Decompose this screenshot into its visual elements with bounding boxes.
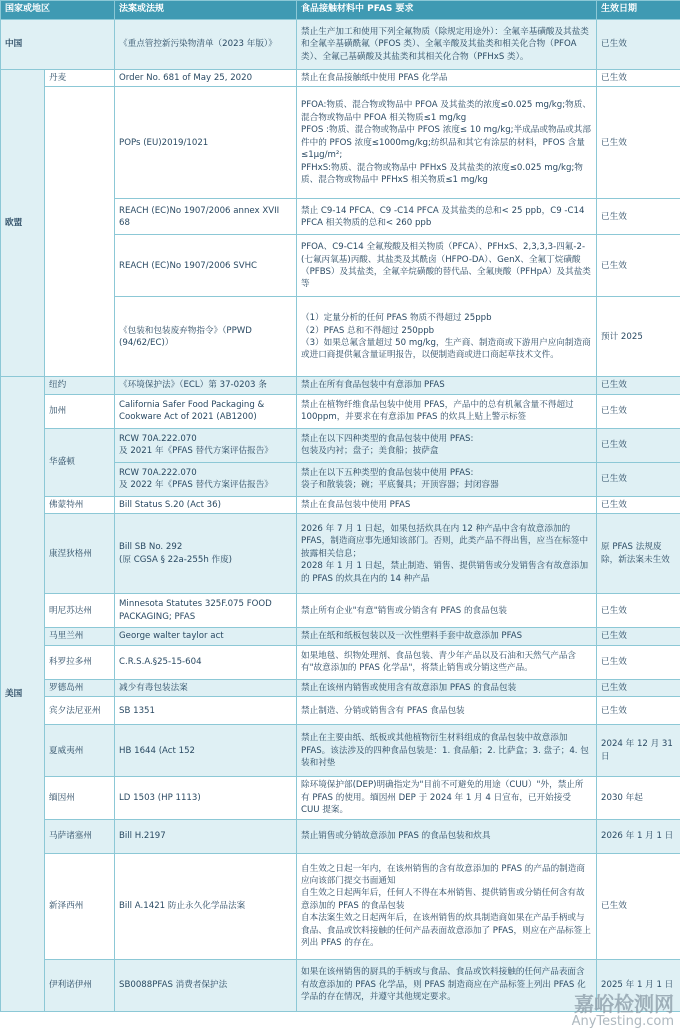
law-cell: Bill Status S.20 (Act 36) [115,496,297,513]
subregion-cell: 纽约 [45,377,115,394]
subregion-cell: 宾夕法尼亚州 [45,697,115,725]
table-row [1,679,680,696]
law-cell: Bill A.1421 防止永久化学品法案 [115,853,297,959]
table-row [1,514,680,594]
law-cell: REACH (EC)No 1907/2006 SVHC [115,235,297,297]
date-cell: 2026 年 1 月 1 日 [597,819,680,853]
subregion-cell: 夏威夷州 [45,725,115,777]
date-cell: 已生效 [597,496,680,513]
table-row [1,377,680,394]
header-country: 国家或地区 [1,1,115,20]
date-cell: 已生效 [597,645,680,679]
table-row [1,777,680,819]
date-cell: 已生效 [597,87,680,199]
table-row [1,496,680,513]
date-cell: 已生效 [597,394,680,428]
subregion-cell: 华盛顿 [45,428,115,496]
date-cell: 已生效 [597,199,680,235]
law-cell: 《环境保护法》（ECL）第 37-0203 条 [115,377,297,394]
requirement-cell: 禁止所有企业"有意"销售或分销含有 PFAS 的食品包装 [297,594,597,628]
table-row [1,697,680,725]
law-cell: 《包装和包装废弃物指令》（PPWD (94/62/EC)） [115,297,297,377]
law-cell: George walter taylor act [115,628,297,645]
watermark [572,993,674,1029]
date-cell: 原 PFAS 法规废除，新法案未生效 [597,514,680,594]
table-row [1,20,680,70]
date-cell: 2024 年 12 月 31 日 [597,725,680,777]
date-cell: 已生效 [597,20,680,70]
requirement-cell: 2026 年 7 月 1 日起，如果包括炊具在内 12 种产品中含有故意添加的 PFAS，制造商应事先通知该部门。否则，此类产品不得出售，应当在标签中披露相关信息； 2028 年 1 月 1 日起，禁止制造、销售、提供销售或分发销售含有故意添加的 PFAS 的炊具在内的 14 种产品 [297,514,597,594]
requirement-cell: 禁止在主要由纸、纸板或其他植物衍生材料组成的食品包装中故意添加 PFAS。该法涉及的四种食品包装是：1. 食品船；2. 比萨盒；3. 盘子；4. 包装和衬垫 [297,725,597,777]
subregion-cell: 伊利诺伊州 [45,959,115,1011]
law-cell: HB 1644 (Act 152 [115,725,297,777]
law-cell: California Safer Food Packaging & Cookware Act of 2021 (AB1200) [115,394,297,428]
law-cell: LD 1503 (HP 1113) [115,777,297,819]
region-china: 中国 [1,20,115,70]
subregion-cell: 新泽西州 [45,853,115,959]
region-eu: 欧盟 [1,70,45,377]
date-cell: 已生效 [597,594,680,628]
requirement-cell: 禁止在食品接触纸中使用 PFAS 化学品 [297,70,597,87]
table-row [1,428,680,462]
date-cell: 2025 年 1 月 1 日 [597,959,680,1011]
date-cell: 已生效 [597,853,680,959]
requirement-cell: 如果地毯、织物处理剂、食品包装、青少年产品以及石油和天然气产品含有"故意添加的 PFAS 化学品"，将禁止销售或分销这些产品。 [297,645,597,679]
watermark-title: 嘉峪检测网 [574,991,674,1016]
table-row [1,645,680,679]
requirement-cell: 禁止在以下四种类型的食品包装中使用 PFAS: 包装及内衬；盘子；美食船；披萨盒 [297,428,597,462]
date-cell: 预计 2025 [597,297,680,377]
law-cell: SB 1351 [115,697,297,725]
requirement-cell: （1）定量分析的任何 PFAS 物质不得超过 25ppb （2）PFAS 总和不得超过 250ppb （3）如果总氟含量超过 50 mg/kg，生产商、制造商或下游用户应向制造商或进口商提供氟含量证明报告，以便制造商或进口商起草技术文件。 [297,297,597,377]
law-cell: C.R.S.A.§25-15-604 [115,645,297,679]
requirement-cell: 禁止在以下五种类型的食品包装中使用 PFAS: 袋子和散装袋；碗；平底餐具；开顶容器；封闭容器 [297,462,597,496]
header-requirement: 食品接触材料中 PFAS 要求 [297,1,597,20]
law-cell: Minnesota Statutes 325F.075 FOOD PACKAGING; PFAS [115,594,297,628]
law-cell: RCW 70A.222.070 及 2022 年《PFAS 替代方案评估报告》 [115,462,297,496]
requirement-cell: 禁止在该州内销售或使用含有故意添加 PFAS 的食品包装 [297,679,597,696]
subregion-cell: 康涅狄格州 [45,514,115,594]
header-date: 生效日期 [597,1,680,20]
requirement-cell: 禁止在植物纤维食品包装中使用 PFAS，产品中的总有机氟含量不得超过 100ppm，并要求在有意添加 PFAS 的炊具上贴上警示标签 [297,394,597,428]
requirement-cell: PFOA、C9-C14 全氟羧酸及相关物质（PFCA）、PFHxS、2,3,3,3-四氟-2-(七氟丙氧基)丙酸、其盐类及其酰卤（HFPO-DA）、GenX、全氟丁烷磺酸（PFBS）及其盐类，全氟辛烷磺酸的替代品、全氟庚酸（PFHpA）及其盐类等 [297,235,597,297]
requirement-cell: 禁止在纸和纸板包装以及一次性塑料手套中故意添加 PFAS [297,628,597,645]
law-cell: RCW 70A.222.070 及 2021 年《PFAS 替代方案评估报告》 [115,428,297,462]
date-cell: 已生效 [597,70,680,87]
watermark-domain: AnyTesting.com [571,1013,674,1029]
date-cell: 已生效 [597,697,680,725]
law-cell: REACH (EC)No 1907/2006 annex XVII 68 [115,199,297,235]
table-row [1,853,680,959]
subregion-cell: 佛蒙特州 [45,496,115,513]
date-cell: 2030 年起 [597,777,680,819]
law-cell: SB0088PFAS 消费者保护法 [115,959,297,1011]
subregion-cell: 明尼苏达州 [45,594,115,628]
region-us: 美国 [1,377,45,1011]
subregion-cell: 缅因州 [45,777,115,819]
date-cell: 已生效 [597,679,680,696]
subregion-cell: 加州 [45,394,115,428]
subregion-cell: 丹麦 [45,70,115,87]
table-row [1,725,680,777]
header-law: 法案或法规 [115,1,297,20]
requirement-cell: 自生效之日起一年内，在该州销售的含有故意添加的 PFAS 的产品的制造商应向该部门提交书面通知 自生效之日起两年后，任何人不得在本州销售、提供销售或分销任何含有故意添加的 PFAS 的食品包装 自本法案生效之日起两年后，在该州销售的炊具制造商如果在产品手柄或与食品、食品或饮料接触的任何产品表面故意添加了 PFAS，则应在产品标签上列出 PFAS 的存在。 [297,853,597,959]
subregion-empty [45,87,115,377]
law-cell: POPs (EU)2019/1021 [115,87,297,199]
requirement-cell: 禁止在所有食品包装中有意添加 PFAS [297,377,597,394]
table-row [1,87,680,199]
requirement-cell: 禁止 C9-14 PFCA、C9 -C14 PFCA 及其盐类的总和< 25 ppb，C9 -C14 PFCA 相关物质的总和< 260 ppb [297,199,597,235]
date-cell: 已生效 [597,462,680,496]
requirement-cell: 禁止在食品包装中使用 PFAS [297,496,597,513]
subregion-cell: 马里兰州 [45,628,115,645]
table-row [1,819,680,853]
date-cell: 已生效 [597,377,680,394]
subregion-cell: 马萨诸塞州 [45,819,115,853]
law-cell: Bill H.2197 [115,819,297,853]
date-cell: 已生效 [597,428,680,462]
law-cell: Order No. 681 of May 25, 2020 [115,70,297,87]
law-cell: Bill SB No. 292 (原 CGSA § 22a-255h 作废) [115,514,297,594]
subregion-cell: 科罗拉多州 [45,645,115,679]
requirement-cell: PFOA:物质、混合物或物品中 PFOA 及其盐类的浓度≤0.025 mg/kg;物质、混合物或物品中 PFOA 相关物质≤1 mg/kg PFOS :物质、混合物或物品中 PFOS 浓度≤ 10 mg/kg;半成品或物品或其部件中的 PFOS 浓度≤1000mg/kg;纺织品和其它有涂层的材料，PFOS 含量≤1μg/m²; PFHxS:物质、混合物或物品中 PFHxS 及其盐类的浓度≤0.025 mg/kg;物质、混合物或物品中 PFHxS 相关物质≤1 mg/kg [297,87,597,199]
requirement-cell: 禁止销售或分销故意添加 PFAS 的食品包装和炊具 [297,819,597,853]
requirement-cell: 禁止生产加工和使用下列全氟物质（除规定用途外）：全氟辛基磺酸及其盐类和全氟辛基磺酰氟（PFOS 类）、全氟辛酸及其盐类和相关化合物（PFOA 类）、全氟己基磺酸及其盐类和其相关化合物（PFHxS 类）。 [297,20,597,70]
requirement-cell: 禁止制造、分销或销售含有 PFAS 食品包装 [297,697,597,725]
requirement-cell: 如果在该州销售的厨具的手柄或与食品、食品或饮料接触的任何产品表面含有故意添加的 PFAS 化学品，则 PFAS 制造商应在产品标签上列出 PFAS 化学品的存在情况，并遵守其他规定要求。 [297,959,597,1011]
date-cell: 已生效 [597,235,680,297]
table-row [1,628,680,645]
date-cell: 已生效 [597,628,680,645]
law-cell: 《重点管控新污染物清单（2023 年版）》 [115,20,297,70]
requirement-cell: 除环境保护部(DEP)明确指定为"目前不可避免的用途（CUU）"外，禁止所有 PFAS 的使用。缅因州 DEP 于 2024 年 1 月 4 日宣布，已开始接受 CUU 提案。 [297,777,597,819]
law-cell: 减少有毒包装法案 [115,679,297,696]
table-row [1,594,680,628]
subregion-cell: 罗德岛州 [45,679,115,696]
table-row [1,394,680,428]
table-row [1,70,680,87]
